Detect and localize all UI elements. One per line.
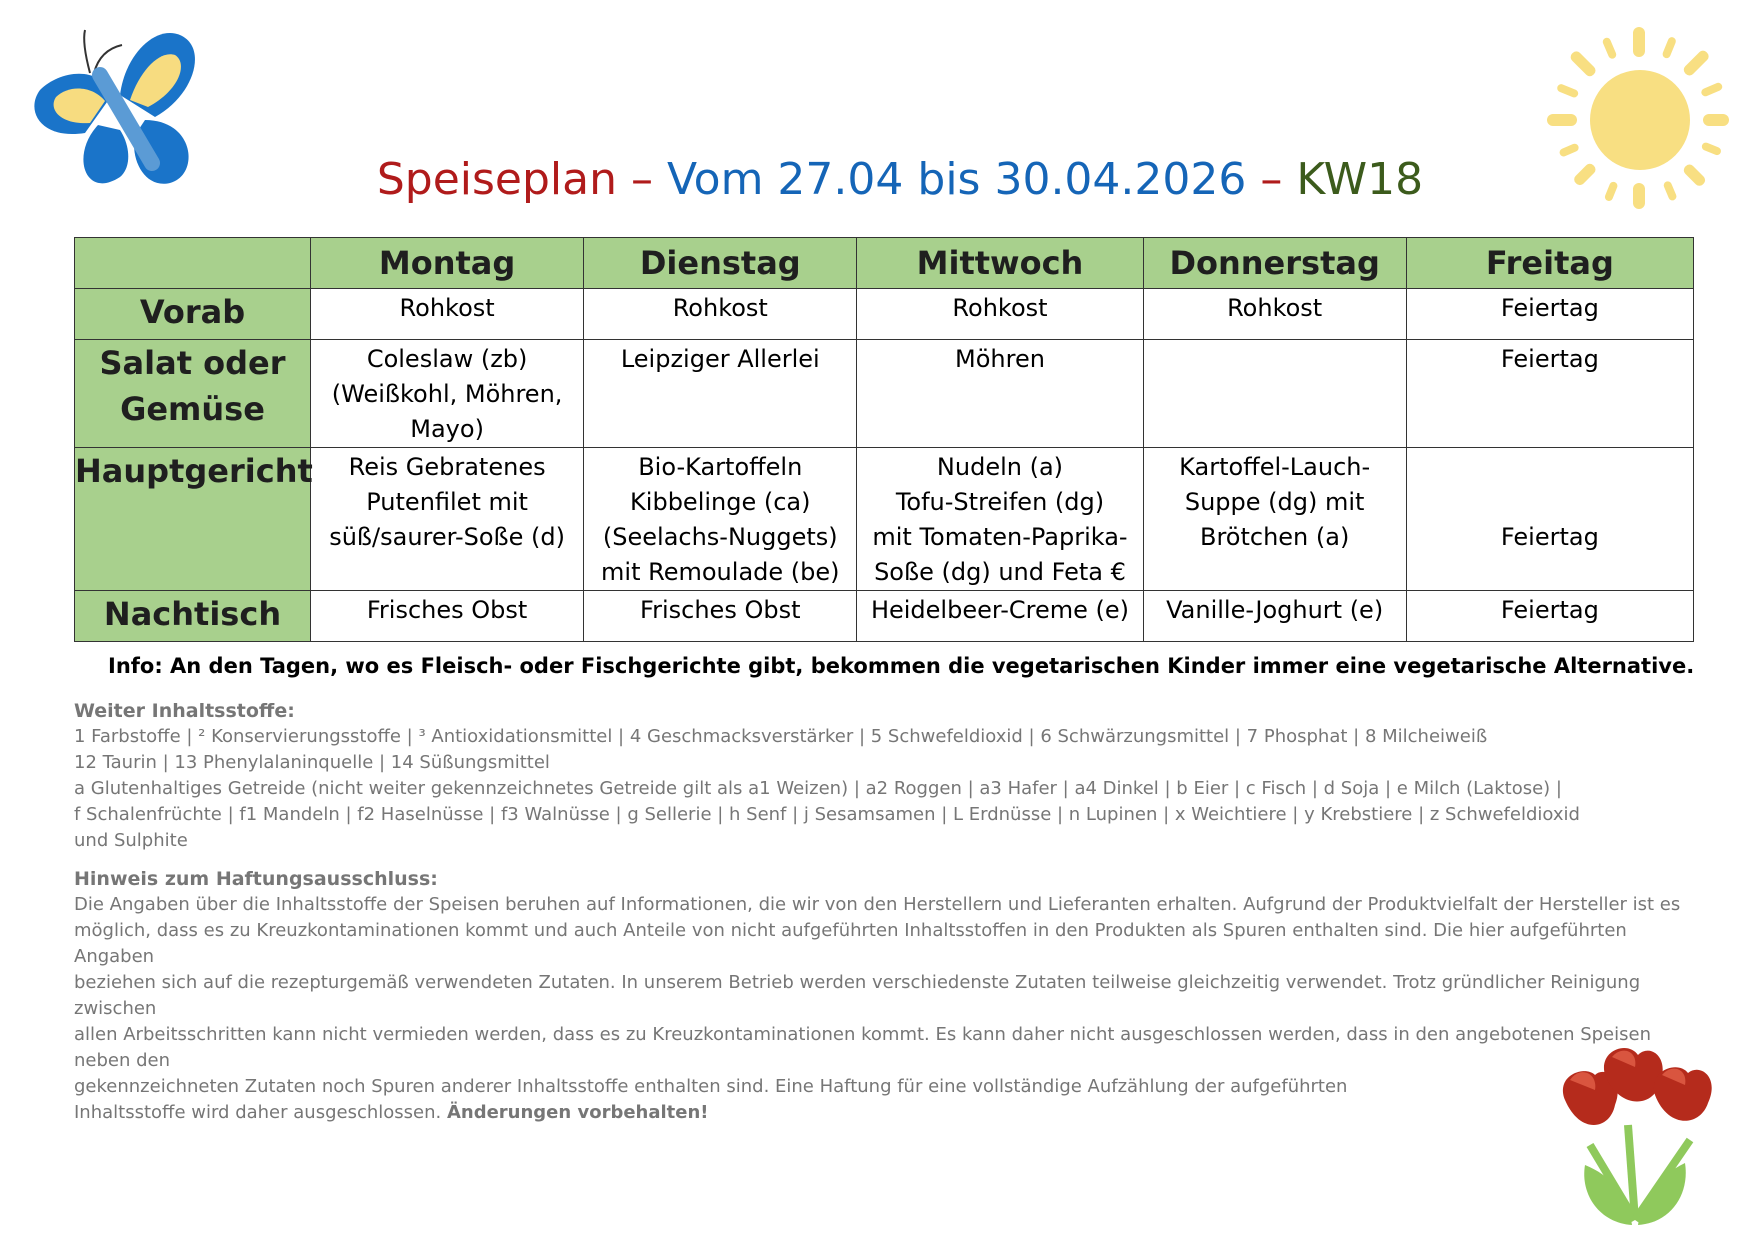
disclaimer-line: gekennzeichneten Zutaten noch Spuren anderer Inhaltsstoffe enthalten sind. Eine Haftung für eine vollständige Aufzählung der aufgeführten bbox=[74, 1076, 1348, 1097]
changes-reserved: Änderungen vorbehalten! bbox=[446, 1102, 709, 1123]
menu-table bbox=[74, 237, 1694, 642]
menu-cell: Rohkost bbox=[584, 289, 857, 340]
disclaimer-line: Die Angaben über die Inhaltsstoffe der Speisen beruhen auf Informationen, die wir von den Herstellern und Lieferanten erhalten. Aufgrund der Produktvielfalt der Hersteller ist es bbox=[74, 894, 1681, 915]
menu-cell: Möhren bbox=[857, 340, 1143, 448]
disclaimer-line: beziehen sich auf die rezepturgemäß verwendeten Zutaten. In unserem Betrieb werden verschiedenste Zutaten teilweise gleichzeitig verwendet. Trotz gründlicher Reinigung zwischen bbox=[74, 972, 1641, 1019]
tulips-icon bbox=[1540, 1045, 1740, 1230]
row-label-nachtisch: Nachtisch bbox=[75, 591, 311, 642]
title-week: KW18 bbox=[1296, 154, 1424, 205]
disclaimer-line: möglich, dass es zu Kreuzkontaminationen kommt und auch Anteile von nicht aufgeführten Inhaltsstoffen in den Produkten als Spuren enthalten sind. Die hier aufgeführten Angaben bbox=[74, 920, 1627, 967]
title-speiseplan: Speiseplan bbox=[376, 154, 617, 205]
menu-cell: Rohkost bbox=[311, 289, 584, 340]
menu-cell: Feiertag bbox=[1406, 340, 1693, 448]
notes-section bbox=[74, 698, 1694, 1126]
disclaimer-heading: Hinweis zum Haftungsausschluss: bbox=[74, 868, 438, 890]
menu-cell: Bio-Kartoffeln Kibbelinge (ca) (Seelachs-Nuggets) mit Remoulade (be) bbox=[584, 448, 857, 591]
menu-cell: Vanille-Joghurt (e) bbox=[1143, 591, 1406, 642]
table-row bbox=[75, 289, 1694, 340]
additives-heading: Weiter Inhaltsstoffe: bbox=[74, 700, 295, 722]
additives-line: 12 Taurin | 13 Phenylalaninquelle | 14 Süßungsmittel bbox=[74, 752, 550, 773]
info-note: Info: An den Tagen, wo es Fleisch- oder Fischgerichte gibt, bekommen die vegetarischen Kinder immer eine vegetarische Alternative. bbox=[108, 654, 1695, 678]
menu-cell: Rohkost bbox=[1143, 289, 1406, 340]
row-label-salat: Salat oder Gemüse bbox=[75, 340, 311, 448]
day-header: Mittwoch bbox=[857, 238, 1143, 289]
additives-line: und Sulphite bbox=[74, 830, 188, 851]
menu-cell: Feiertag bbox=[1406, 289, 1693, 340]
row-label-hauptgericht: Hauptgericht bbox=[75, 448, 311, 591]
row-label-vorab: Vorab bbox=[75, 289, 311, 340]
table-row bbox=[75, 340, 1694, 448]
table-row bbox=[75, 448, 1694, 591]
menu-cell: Rohkost bbox=[857, 289, 1143, 340]
title-separator: – bbox=[617, 154, 667, 205]
menu-cell: Leipziger Allerlei bbox=[584, 340, 857, 448]
disclaimer-line: Inhaltsstoffe wird daher ausgeschlossen. Änderungen vorbehalten! bbox=[74, 1102, 709, 1123]
page-title bbox=[200, 150, 1600, 210]
additives-line: a Glutenhaltiges Getreide (nicht weiter gekennzeichnetes Getreide gilt als a1 Weizen) | a2 Roggen | a3 Hafer | a4 Dinkel | b Eier | c Fisch | d Soja | e Milch (Laktose) | bbox=[74, 778, 1562, 799]
disclaimer-line: allen Arbeitsschritten kann nicht vermieden werden, dass es zu Kreuzkontaminationen kommt. Es kann daher nicht ausgeschlossen werden, dass in den angebotenen Speisen neben den bbox=[74, 1024, 1651, 1071]
day-header: Freitag bbox=[1406, 238, 1693, 289]
menu-cell: Heidelbeer-Creme (e) bbox=[857, 591, 1143, 642]
menu-cell: Nudeln (a) Tofu-Streifen (dg) mit Tomaten-Paprika- Soße (dg) und Feta € bbox=[857, 448, 1143, 591]
table-row bbox=[75, 591, 1694, 642]
corner-cell bbox=[75, 238, 311, 289]
menu-cell: Kartoffel-Lauch- Suppe (dg) mit Brötchen (a) bbox=[1143, 448, 1406, 591]
menu-cell: Feiertag bbox=[1406, 448, 1693, 591]
title-date-range: Vom 27.04 bis 30.04.2026 bbox=[666, 154, 1247, 205]
menu-cell: Feiertag bbox=[1406, 591, 1693, 642]
table-header-row bbox=[75, 238, 1694, 289]
title-separator: – bbox=[1246, 154, 1297, 205]
day-header: Dienstag bbox=[584, 238, 857, 289]
day-header: Montag bbox=[311, 238, 584, 289]
menu-cell: Frisches Obst bbox=[584, 591, 857, 642]
menu-cell bbox=[1143, 340, 1406, 448]
menu-cell: Frisches Obst bbox=[311, 591, 584, 642]
menu-cell: Coleslaw (zb) (Weißkohl, Möhren, Mayo) bbox=[311, 340, 584, 448]
butterfly-icon bbox=[30, 25, 205, 205]
day-header: Donnerstag bbox=[1143, 238, 1406, 289]
additives-line: 1 Farbstoffe | ² Konservierungsstoffe | ³ Antioxidationsmittel | 4 Geschmacksverstärker | 5 Schwefeldioxid | 6 Schwärzungsmittel | 7 Phosphat | 8 Milcheiweiß bbox=[74, 726, 1488, 747]
additives-line: f Schalenfrüchte | f1 Mandeln | f2 Haselnüsse | f3 Walnüsse | g Sellerie | h Senf | j Sesamsamen | L Erdnüsse | n Lupinen | x Weichtiere | y Krebstiere | z Schwefeldioxid bbox=[74, 804, 1580, 825]
menu-cell: Reis Gebratenes Putenfilet mit süß/saurer-Soße (d) bbox=[311, 448, 584, 591]
